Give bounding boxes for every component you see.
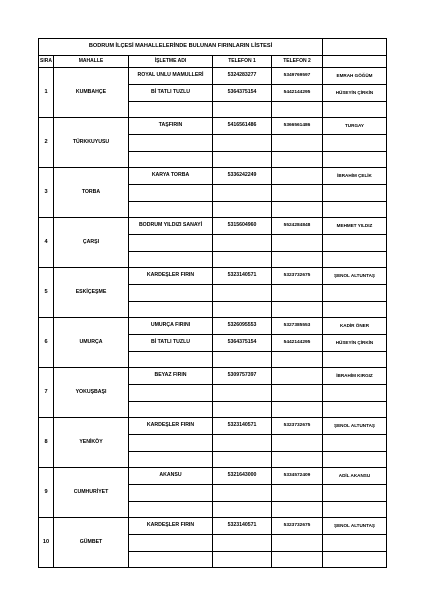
yetkili-cell — [323, 552, 387, 568]
telefon-1-cell: 5323140571 — [213, 518, 272, 535]
isletme-adi-cell: Bİ TATLI TUZLU — [129, 85, 213, 102]
yetkili-cell — [323, 135, 387, 152]
telefon-1-cell — [213, 535, 272, 552]
table-row — [39, 218, 387, 235]
telefon-1-cell — [213, 402, 272, 418]
yetkili-cell: İBRAHİM KIRGIZ — [323, 368, 387, 385]
mahalle-cell: YOKUŞBAŞI — [54, 368, 129, 418]
telefon-2-cell — [272, 452, 323, 468]
header-telefon-2: TELEFON 2 — [272, 56, 323, 68]
header-isletme-adi: İŞLETME ADI — [129, 56, 213, 68]
isletme-adi-cell — [129, 135, 213, 152]
telefon-1-cell — [213, 235, 272, 252]
telefon-2-cell — [272, 368, 323, 385]
header-sira: SIRA — [39, 56, 54, 68]
table-row — [39, 368, 387, 385]
yetkili-cell — [323, 385, 387, 402]
isletme-adi-cell — [129, 285, 213, 302]
telefon-1-cell: 5326095553 — [213, 318, 272, 335]
yetkili-cell — [323, 252, 387, 268]
sira-cell: 1 — [39, 68, 54, 118]
telefon-2-cell: 5524284848 — [272, 218, 323, 235]
yetkili-cell: TURGAY — [323, 118, 387, 135]
yetkili-cell: KADİR ÖNER — [323, 318, 387, 335]
telefon-2-cell — [272, 202, 323, 218]
yetkili-cell: MEHMET YILDIZ — [323, 218, 387, 235]
telefon-1-cell — [213, 302, 272, 318]
isletme-adi-cell — [129, 385, 213, 402]
telefon-1-cell — [213, 152, 272, 168]
yetkili-cell — [323, 402, 387, 418]
isletme-adi-cell: BODRUM YILDIZI SANAYİ — [129, 218, 213, 235]
isletme-adi-cell: BEYAZ FIRIN — [129, 368, 213, 385]
sira-cell: 7 — [39, 368, 54, 418]
table-row — [39, 468, 387, 485]
yetkili-cell: HÜSEYİN ÇİRKİN — [323, 85, 387, 102]
mahalle-cell: UMURÇA — [54, 318, 129, 368]
isletme-adi-cell — [129, 352, 213, 368]
header-mahalle: MAHALLE — [54, 56, 129, 68]
telefon-1-cell: 5324283277 — [213, 68, 272, 85]
yetkili-cell — [323, 235, 387, 252]
yetkili-cell: ŞENOL ALTUNTAŞ — [323, 518, 387, 535]
isletme-adi-cell — [129, 235, 213, 252]
telefon-2-cell — [272, 102, 323, 118]
title-row-blank-cell — [323, 39, 387, 56]
telefon-2-cell — [272, 502, 323, 518]
isletme-adi-cell — [129, 535, 213, 552]
table-row — [39, 168, 387, 185]
yetkili-cell: HÜSEYİN ÇİRKİN — [323, 335, 387, 352]
sira-cell: 9 — [39, 468, 54, 518]
telefon-2-cell — [272, 552, 323, 568]
telefon-1-cell — [213, 185, 272, 202]
mahalle-cell: TORBA — [54, 168, 129, 218]
table-row — [39, 68, 387, 85]
telefon-2-cell: 5442144295 — [272, 335, 323, 352]
isletme-adi-cell — [129, 485, 213, 502]
mahalle-cell: ÇARŞI — [54, 218, 129, 268]
yetkili-cell — [323, 352, 387, 368]
isletme-adi-cell — [129, 202, 213, 218]
yetkili-cell — [323, 452, 387, 468]
isletme-adi-cell — [129, 502, 213, 518]
telefon-1-cell — [213, 552, 272, 568]
sira-cell: 4 — [39, 218, 54, 268]
telefon-1-cell: 5364375154 — [213, 85, 272, 102]
yetkili-cell: ŞENOL ALTUNTAŞ — [323, 268, 387, 285]
telefon-1-cell — [213, 485, 272, 502]
telefon-1-cell: 5309757397 — [213, 368, 272, 385]
table-row — [39, 418, 387, 435]
isletme-adi-cell: TAŞFIRIN — [129, 118, 213, 135]
telefon-1-cell: 5321643000 — [213, 468, 272, 485]
telefon-2-cell — [272, 352, 323, 368]
yetkili-cell — [323, 102, 387, 118]
isletme-adi-cell: KARDEŞLER FIRIN — [129, 268, 213, 285]
table-row — [39, 518, 387, 535]
isletme-adi-cell: KARDEŞLER FIRIN — [129, 518, 213, 535]
yetkili-cell: ŞENOL ALTUNTAŞ — [323, 418, 387, 435]
yetkili-cell — [323, 202, 387, 218]
telefon-1-cell — [213, 352, 272, 368]
isletme-adi-cell — [129, 185, 213, 202]
isletme-adi-cell — [129, 552, 213, 568]
yetkili-cell: İBRAHİM ÇELİK — [323, 168, 387, 185]
telefon-2-cell — [272, 302, 323, 318]
mahalle-cell: TÜRKKUYUSU — [54, 118, 129, 168]
telefon-2-cell: 5327385553 — [272, 318, 323, 335]
telefon-2-cell — [272, 185, 323, 202]
yetkili-cell: ADİL AKANSU — [323, 468, 387, 485]
isletme-adi-cell: KARDEŞLER FIRIN — [129, 418, 213, 435]
isletme-adi-cell: UMURÇA FIRINI — [129, 318, 213, 335]
telefon-2-cell — [272, 168, 323, 185]
yetkili-cell — [323, 535, 387, 552]
telefon-1-cell — [213, 502, 272, 518]
table-title: BODRUM İLÇESİ MAHALLELERİNDE BULUNAN FIRINLARIN LİSTESİ — [39, 39, 323, 56]
table-body — [39, 39, 387, 568]
mahalle-cell: CUMHURİYET — [54, 468, 129, 518]
isletme-adi-cell: AKANSU — [129, 468, 213, 485]
telefon-1-cell — [213, 135, 272, 152]
telefon-1-cell: 5323140571 — [213, 418, 272, 435]
telefon-2-cell — [272, 435, 323, 452]
telefon-1-cell — [213, 285, 272, 302]
telefon-2-cell — [272, 285, 323, 302]
telefon-1-cell — [213, 252, 272, 268]
telefon-1-cell: 5336242249 — [213, 168, 272, 185]
telefon-2-cell: 5323732675 — [272, 268, 323, 285]
telefon-1-cell — [213, 202, 272, 218]
header-row — [39, 56, 387, 68]
title-row — [39, 39, 387, 56]
mahalle-cell: GÜMBET — [54, 518, 129, 568]
isletme-adi-cell — [129, 452, 213, 468]
sira-cell: 5 — [39, 268, 54, 318]
telefon-2-cell: 5442144295 — [272, 85, 323, 102]
telefon-2-cell: 5366561486 — [272, 118, 323, 135]
telefon-2-cell — [272, 485, 323, 502]
isletme-adi-cell — [129, 152, 213, 168]
sira-cell: 6 — [39, 318, 54, 368]
isletme-adi-cell — [129, 252, 213, 268]
isletme-adi-cell — [129, 102, 213, 118]
yetkili-cell — [323, 502, 387, 518]
telefon-1-cell: 5364375154 — [213, 335, 272, 352]
header-yetkili — [323, 56, 387, 68]
telefon-2-cell: 5334572409 — [272, 468, 323, 485]
table-row — [39, 268, 387, 285]
isletme-adi-cell: ROYAL UNLU MAMULLERİ — [129, 68, 213, 85]
isletme-adi-cell — [129, 402, 213, 418]
yetkili-cell: EMRAH GÖĞÜM — [323, 68, 387, 85]
header-telefon-1: TELEFON 1 — [213, 56, 272, 68]
telefon-2-cell — [272, 402, 323, 418]
telefon-2-cell: 5323732675 — [272, 518, 323, 535]
telefon-2-cell — [272, 385, 323, 402]
yetkili-cell — [323, 485, 387, 502]
isletme-adi-cell: Bİ TATLI TUZLU — [129, 335, 213, 352]
table-row — [39, 318, 387, 335]
sira-cell: 10 — [39, 518, 54, 568]
telefon-2-cell: 5323732675 — [272, 418, 323, 435]
yetkili-cell — [323, 302, 387, 318]
telefon-1-cell: 5323140571 — [213, 268, 272, 285]
bakery-list-table — [38, 38, 387, 568]
yetkili-cell — [323, 285, 387, 302]
mahalle-cell: ESKİÇEŞME — [54, 268, 129, 318]
sira-cell: 3 — [39, 168, 54, 218]
isletme-adi-cell — [129, 435, 213, 452]
telefon-1-cell — [213, 452, 272, 468]
telefon-2-cell — [272, 135, 323, 152]
telefon-2-cell — [272, 535, 323, 552]
telefon-1-cell — [213, 102, 272, 118]
isletme-adi-cell: KARYA TORBA — [129, 168, 213, 185]
table-row — [39, 118, 387, 135]
mahalle-cell: KUMBAHÇE — [54, 68, 129, 118]
telefon-1-cell — [213, 435, 272, 452]
telefon-2-cell — [272, 252, 323, 268]
isletme-adi-cell — [129, 302, 213, 318]
sira-cell: 8 — [39, 418, 54, 468]
telefon-1-cell: 5315604960 — [213, 218, 272, 235]
telefon-2-cell: 5349769597 — [272, 68, 323, 85]
yetkili-cell — [323, 152, 387, 168]
telefon-1-cell — [213, 385, 272, 402]
telefon-2-cell — [272, 152, 323, 168]
sira-cell: 2 — [39, 118, 54, 168]
yetkili-cell — [323, 185, 387, 202]
yetkili-cell — [323, 435, 387, 452]
telefon-1-cell: 5416561486 — [213, 118, 272, 135]
mahalle-cell: YENİKÖY — [54, 418, 129, 468]
telefon-2-cell — [272, 235, 323, 252]
